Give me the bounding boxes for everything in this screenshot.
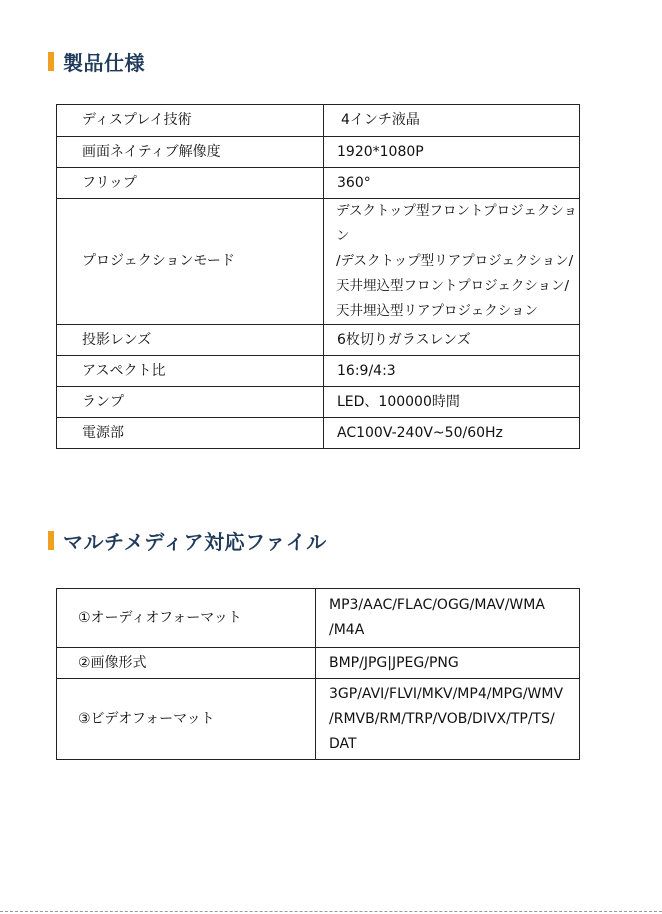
title-accent-bar (48, 531, 54, 550)
table-row (57, 356, 580, 387)
spec-key: ランプ (57, 387, 324, 418)
spec-key: 投影レンズ (57, 325, 324, 356)
table-row (57, 679, 580, 760)
spec-key: 電源部 (57, 418, 324, 449)
table-row (57, 199, 580, 325)
spec-key: ディスプレイ技術 (57, 105, 324, 137)
spec-value-line: 16:9/4:3 (337, 362, 396, 379)
media-value-line: /M4A (329, 622, 365, 638)
media-value (316, 589, 580, 648)
spec-value-line: AC100V-240V~50/60Hz (337, 424, 503, 441)
title-accent-bar (48, 52, 54, 71)
spec-value (324, 168, 580, 199)
section-title-spec (48, 48, 145, 74)
spec-key: アスペクト比 (57, 356, 324, 387)
section-title-spec-text: 製品仕様 (63, 50, 145, 75)
spec-value (324, 387, 580, 418)
table-row (57, 589, 580, 648)
spec-value (324, 137, 580, 168)
media-key: ③ビデオフォーマット (57, 679, 316, 760)
spec-value (324, 325, 580, 356)
spec-value (324, 199, 580, 325)
spec-value (324, 356, 580, 387)
spec-value-line: 4インチ液晶 (341, 112, 420, 128)
spec-table (56, 104, 580, 449)
media-value-line: 3GP/AVI/FLVI/MKV/MP4/MPG/WMV (329, 685, 564, 702)
spec-value-line: 天井埋込型フロントプロジェクション/ (336, 278, 570, 294)
media-value (316, 648, 580, 679)
spec-value (324, 105, 580, 137)
spec-value-line: /デスクトップ型リアプロジェクション/ (336, 253, 574, 269)
footer-divider (0, 911, 662, 912)
spec-value-line: デスクトップ型フロントプロジェクション (336, 203, 578, 244)
media-value-line: /RMVB/RM/TRP/VOB/DIVX/TP/TS/ (329, 710, 555, 727)
media-value-line: MP3/AAC/FLAC/OGG/MAV/WMA (329, 597, 545, 613)
section-title-media (48, 527, 327, 553)
spec-value-line: 360° (337, 174, 371, 191)
table-row (57, 137, 580, 168)
media-value (316, 679, 580, 760)
table-row (57, 387, 580, 418)
media-value-line: DAT (329, 735, 357, 752)
media-table (56, 588, 580, 760)
spec-value (324, 418, 580, 449)
spec-value-line: 1920*1080P (337, 143, 424, 160)
table-row (57, 105, 580, 137)
spec-key: 画面ネイティブ解像度 (57, 137, 324, 168)
spec-value-line: 天井埋込型リアプロジェクション (336, 303, 538, 319)
table-row (57, 648, 580, 679)
media-key: ①オーディオフォーマット (57, 589, 316, 648)
table-row (57, 168, 580, 199)
media-value-line: BMP/JPG|JPEG/PNG (329, 654, 459, 671)
media-key: ②画像形式 (57, 648, 316, 679)
spec-value-line: 6枚切りガラスレンズ (337, 331, 471, 348)
section-title-media-text: マルチメディア対応ファイル (63, 529, 327, 554)
spec-key: プロジェクションモード (57, 199, 324, 325)
spec-key: フリップ (57, 168, 324, 199)
spec-value-line: LED、100000時間 (337, 393, 460, 410)
table-row (57, 418, 580, 449)
table-row (57, 325, 580, 356)
